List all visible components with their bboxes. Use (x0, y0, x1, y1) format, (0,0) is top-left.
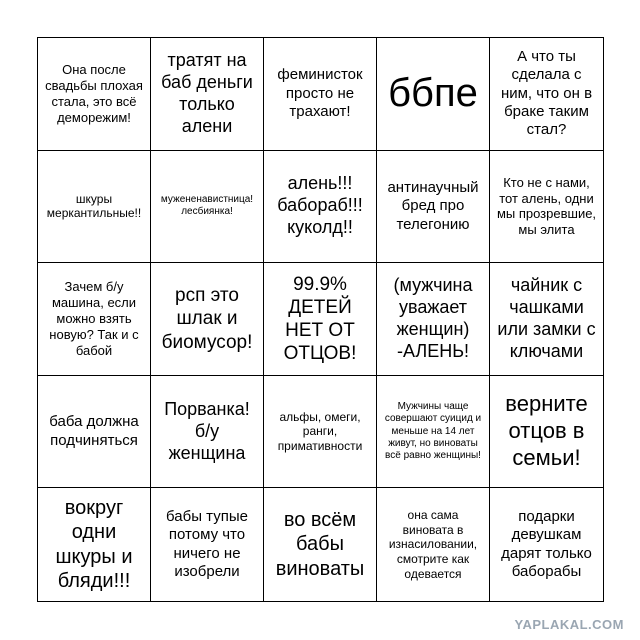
bingo-cell: баба должна подчиняться (38, 376, 151, 489)
bingo-cell: Зачем б/у машина, если можно взять новую? Так и с бабой (38, 263, 151, 376)
bingo-cell: 99.9% ДЕТЕЙ НЕТ ОТ ОТЦОВ! (264, 263, 377, 376)
bingo-cell: вокруг одни шкуры и бляди!!! (38, 488, 151, 601)
watermark: YAPLAKAL.COM (514, 617, 624, 632)
bingo-cell: Порванка! б/у женщина (151, 376, 264, 489)
bingo-cell: во всём бабы виноваты (264, 488, 377, 601)
bingo-cell: мужененавистница! лесбиянка! (151, 151, 264, 264)
bingo-cell: алень!!! бабораб!!! куколд!! (264, 151, 377, 264)
bingo-cell: ббпе (377, 38, 490, 151)
bingo-cell: шкуры меркантильные!! (38, 151, 151, 264)
bingo-cell: тратят на баб деньги только алени (151, 38, 264, 151)
bingo-board (37, 37, 604, 602)
bingo-cell: Мужчины чаще совершают суицид и меньше на 14 лет живут, но виноваты всё равно женщины! (377, 376, 490, 489)
bingo-cell: чайник с чашками или замки с ключами (490, 263, 603, 376)
bingo-cell: подарки девушкам дарят только баборабы (501, 508, 592, 580)
bingo-cell: антинаучный бред про телегонию (377, 151, 490, 264)
bingo-cell: Она после свадьбы плохая стала, это всё деморежим! (38, 38, 151, 151)
bingo-cell: верните отцов в семьи! (490, 376, 603, 489)
bingo-cell: феминисток просто не трахают! (264, 38, 377, 151)
bingo-cell: рсп это шлак и биомусор! (151, 263, 264, 376)
bingo-cell: она сама виновата в изнасиловании, смотрите как одевается (377, 488, 490, 601)
bingo-cell: А что ты сделала с ним, что он в браке таким стал? (490, 38, 603, 151)
bingo-cell: Кто не с нами, тот алень, одни мы прозревшие, мы элита (490, 151, 603, 264)
bingo-cell: бабы тупые потому что ничего не изобрели (151, 488, 264, 601)
bingo-cell: альфы, омеги, ранги, примативности (264, 376, 377, 489)
bingo-cell: (мужчина уважает женщин) -АЛЕНЬ! (377, 263, 490, 376)
